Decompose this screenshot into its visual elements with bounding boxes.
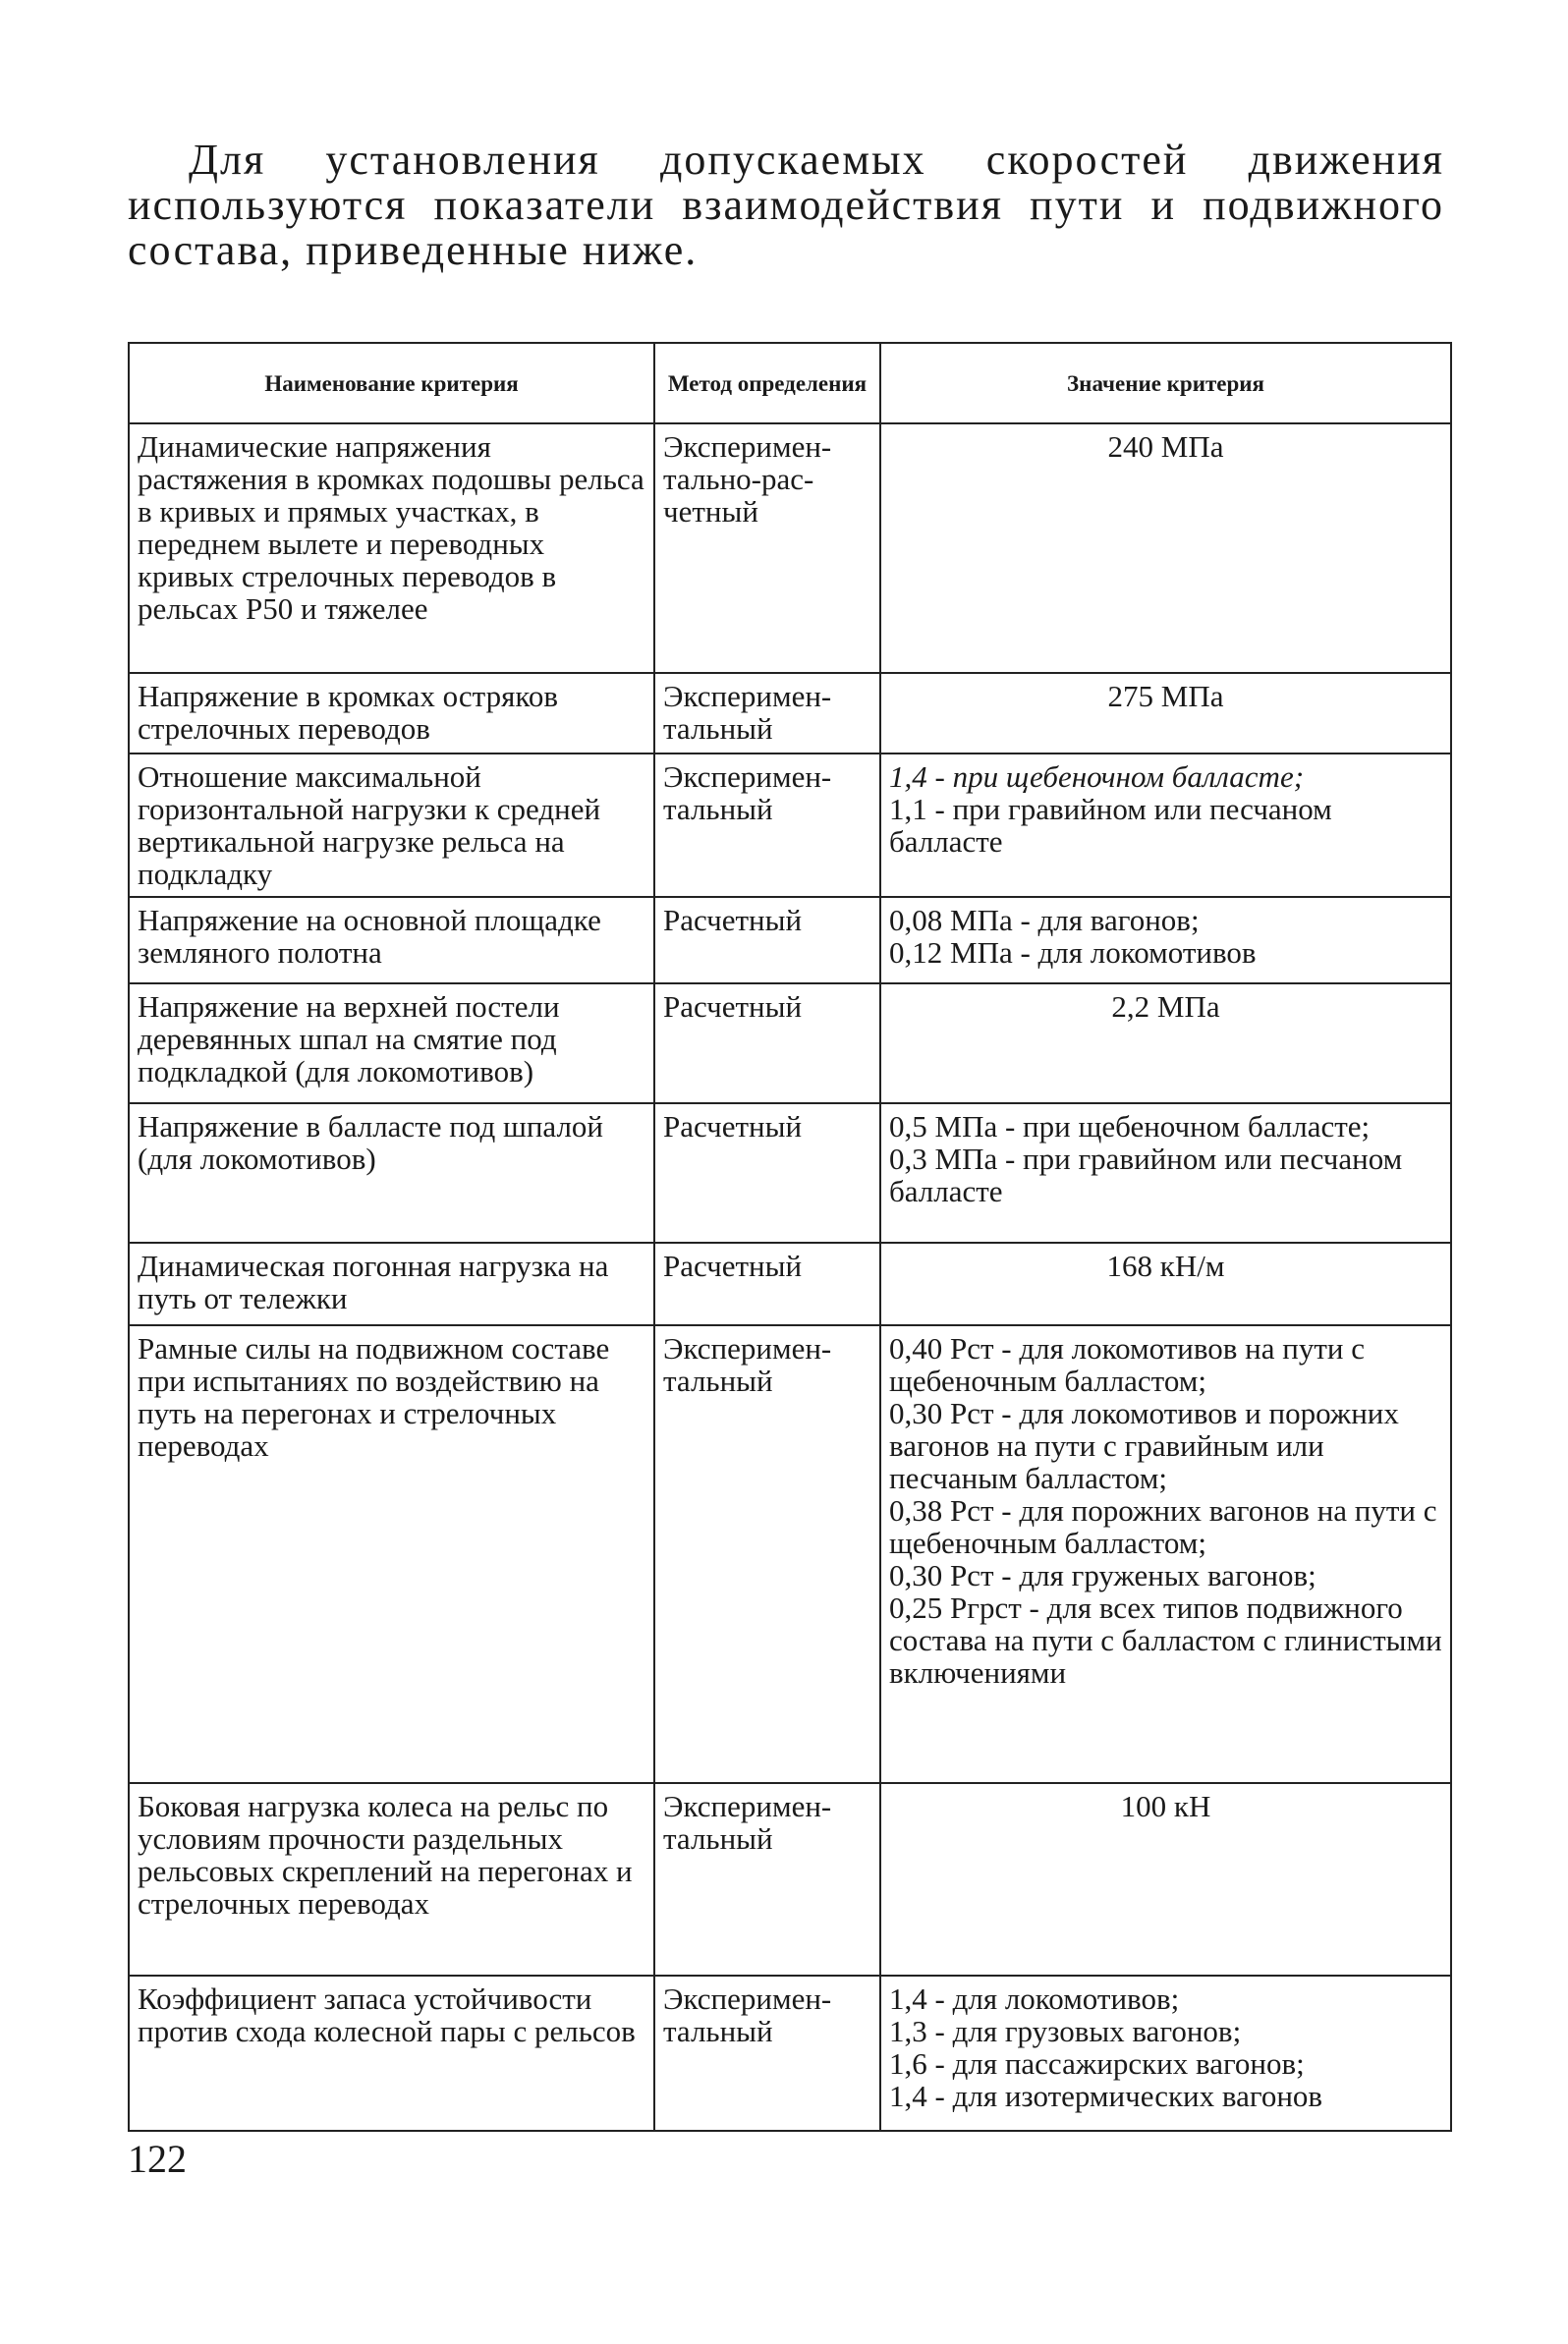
value-line: 0,25 Pгрст - для всех типов подвижного состава на пути с балластом с глинистыми включениями bbox=[889, 1591, 1442, 1690]
page-number: 122 bbox=[128, 2137, 187, 2181]
criterion-value bbox=[880, 1783, 1451, 1976]
criterion-value bbox=[880, 1976, 1451, 2131]
table-row bbox=[129, 423, 1451, 673]
criterion-value bbox=[880, 1243, 1451, 1325]
table-row bbox=[129, 1325, 1451, 1783]
value-line: 1,4 - для изотермических вагонов bbox=[889, 2079, 1323, 2113]
criterion-name: Боковая нагрузка колеса на рельс по условиям прочности раздельных рельсовых скреплений на перегонах и стрелочных переводах bbox=[129, 1783, 654, 1976]
criteria-table bbox=[128, 342, 1452, 2132]
value-line: 275 МПа bbox=[1107, 679, 1224, 713]
header-name: Наименование критерия bbox=[129, 343, 654, 423]
table-row bbox=[129, 1243, 1451, 1325]
criterion-value bbox=[880, 753, 1451, 897]
criterion-value bbox=[880, 1103, 1451, 1243]
value-line: 100 кН bbox=[1120, 1789, 1211, 1823]
value-line: 168 кН/м bbox=[1106, 1249, 1225, 1283]
criterion-name: Напряжение в кромках остряков стрелочных переводов bbox=[129, 673, 654, 753]
value-line: 0,40 Pст - для локомотивов на пути с щебеночным балластом; bbox=[889, 1331, 1365, 1398]
value-line: 1,6 - для пассажирских вагонов; bbox=[889, 2046, 1305, 2081]
value-line: 0,3 МПа - при гравийном или песчаном балласте bbox=[889, 1142, 1403, 1208]
criterion-method: Эксперимен-тальный bbox=[654, 1783, 880, 1976]
table-row bbox=[129, 1783, 1451, 1976]
criterion-value bbox=[880, 423, 1451, 673]
criterion-value bbox=[880, 983, 1451, 1103]
value-line: 0,30 Pст - для груженых вагонов; bbox=[889, 1558, 1316, 1592]
value-line: 240 МПа bbox=[1107, 429, 1224, 464]
criterion-value bbox=[880, 1325, 1451, 1783]
criterion-method: Эксперимен-тальный bbox=[654, 1976, 880, 2131]
criterion-method: Эксперимен-тальный bbox=[654, 753, 880, 897]
criterion-value bbox=[880, 897, 1451, 983]
value-line: 1,4 - при щебеночном балласте; bbox=[889, 759, 1305, 794]
value-line: 0,38 Pст - для порожних вагонов на пути с щебеночным балластом; bbox=[889, 1493, 1437, 1560]
criterion-name: Напряжение на основной площадке земляного полотна bbox=[129, 897, 654, 983]
value-line: 0,5 МПа - при щебеночном балласте; bbox=[889, 1109, 1371, 1144]
criterion-name: Рамные силы на подвижном составе при испытаниях по воздействию на путь на перегонах и стрелочных переводах bbox=[129, 1325, 654, 1783]
table-header-row bbox=[129, 343, 1451, 423]
criterion-method: Эксперимен-тальный bbox=[654, 1325, 880, 1783]
value-line: 1,1 - при гравийном или песчаном балласте bbox=[889, 792, 1332, 859]
criterion-name: Напряжение в балласте под шпалой (для локомотивов) bbox=[129, 1103, 654, 1243]
table-row bbox=[129, 1103, 1451, 1243]
value-line: 0,30 Pст - для локомотивов и порожних вагонов на пути с гравийным или песчаным балластом; bbox=[889, 1396, 1399, 1495]
table-row bbox=[129, 1976, 1451, 2131]
header-value: Значение критерия bbox=[880, 343, 1451, 423]
value-line: 0,08 МПа - для вагонов; bbox=[889, 903, 1200, 937]
criterion-method: Расчетный bbox=[654, 1103, 880, 1243]
criterion-name: Динамическая погонная нагрузка на путь от тележки bbox=[129, 1243, 654, 1325]
criterion-method: Расчетный bbox=[654, 983, 880, 1103]
header-method: Метод определения bbox=[654, 343, 880, 423]
criterion-name: Коэффициент запаса устойчивости против схода колесной пары с рельсов bbox=[129, 1976, 654, 2131]
criterion-name: Напряжение на верхней постели деревянных шпал на смятие под подкладкой (для локомотивов) bbox=[129, 983, 654, 1103]
value-line: 2,2 МПа bbox=[1111, 989, 1220, 1024]
table-row bbox=[129, 753, 1451, 897]
criterion-method: Эксперимен-тальный bbox=[654, 673, 880, 753]
table-row bbox=[129, 673, 1451, 753]
value-line: 1,3 - для грузовых вагонов; bbox=[889, 2014, 1242, 2048]
criterion-name: Отношение максимальной горизонтальной нагрузки к средней вертикальной нагрузке рельса на подкладку bbox=[129, 753, 654, 897]
criterion-value bbox=[880, 673, 1451, 753]
criterion-method: Эксперимен-тально-рас-четный bbox=[654, 423, 880, 673]
table-row bbox=[129, 897, 1451, 983]
criterion-method: Расчетный bbox=[654, 897, 880, 983]
value-line: 0,12 МПа - для локомотивов bbox=[889, 935, 1257, 970]
intro-paragraph: Для установления допускаемых скоростей движения используются показатели взаимодействия пути и подвижного состава, приведенные ниже. bbox=[128, 136, 1444, 274]
criterion-name: Динамические напряжения растяжения в кромках подошвы рельса в кривых и прямых участках, в переднем вылете и переводных кривых стрелочных переводов в рельсах Р50 и тяжелее bbox=[129, 423, 654, 673]
table-row bbox=[129, 983, 1451, 1103]
value-line: 1,4 - для локомотивов; bbox=[889, 1981, 1180, 2016]
criterion-method: Расчетный bbox=[654, 1243, 880, 1325]
